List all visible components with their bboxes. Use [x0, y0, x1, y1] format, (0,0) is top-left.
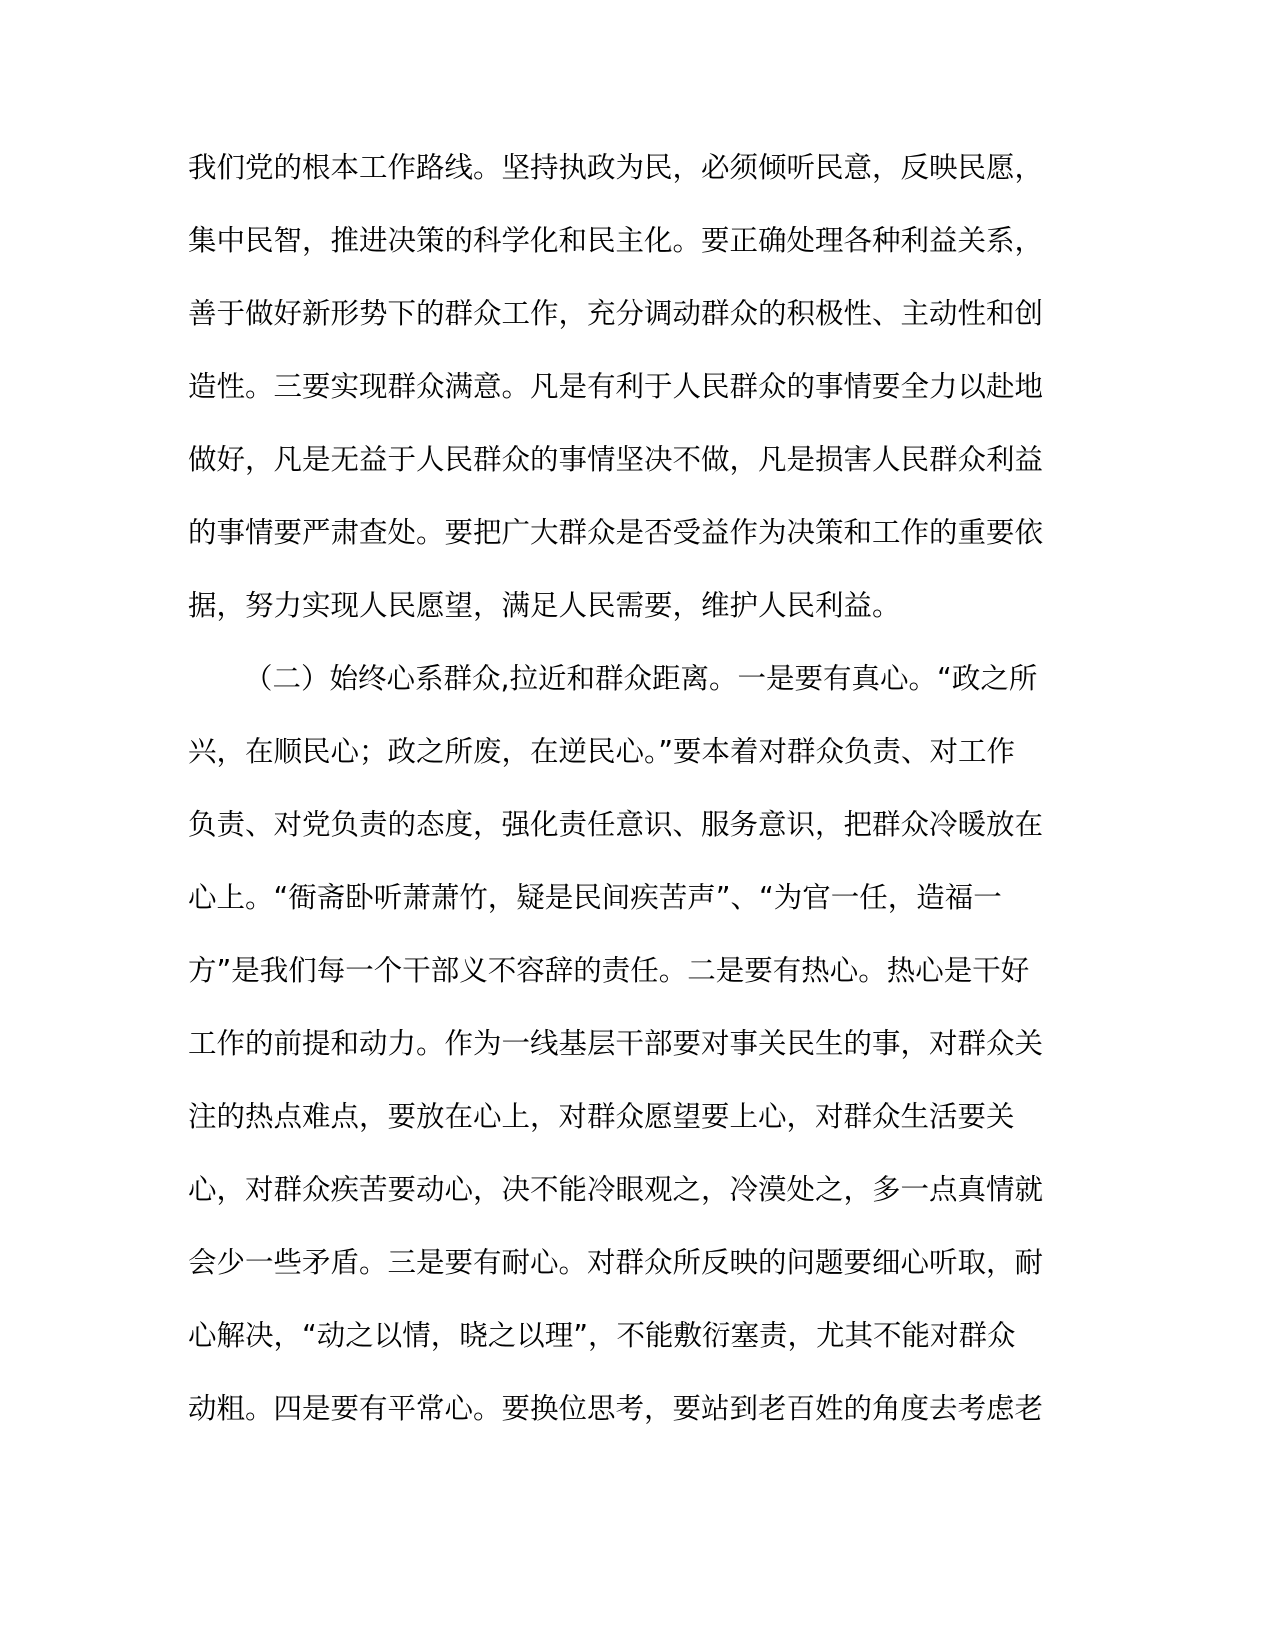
text-line: 心上。“衙斋卧听萧萧竹，疑是民间疾苦声”、“为官一任，造福一: [188, 881, 1002, 914]
section-heading-line: （二）始终心系群众,拉近和群众距离。一是要有真心。“政之所: [244, 662, 1038, 695]
text-line: 我们党的根本工作路线。坚持执政为民，必须倾听民意，反映民愿，: [188, 151, 1044, 184]
text-line: 的事情要严肃查处。要把广大群众是否受益作为决策和工作的重要依: [188, 516, 1044, 549]
text-line: 集中民智，推进决策的科学化和民主化。要正确处理各种利益关系，: [188, 224, 1044, 257]
text-line: 据，努力实现人民愿望，满足人民需要，维护人民利益。: [188, 589, 901, 622]
text-line: 心，对群众疾苦要动心，决不能冷眼观之，冷漠处之，多一点真情就: [188, 1173, 1044, 1206]
text-line: 兴，在顺民心；政之所废，在逆民心。”要本着对群众负责、对工作: [188, 735, 1016, 768]
text-line: 会少一些矛盾。三是要有耐心。对群众所反映的问题要细心听取，耐: [188, 1246, 1044, 1279]
text-line: 方”是我们每一个干部义不容辞的责任。二是要有热心。热心是干好: [188, 954, 1030, 987]
text-line: 负责、对党负责的态度，强化责任意识、服务意识，把群众冷暖放在: [188, 808, 1044, 841]
text-line: 造性。三要实现群众满意。凡是有利于人民群众的事情要全力以赴地: [188, 370, 1044, 403]
text-line: 做好，凡是无益于人民群众的事情坚决不做，凡是损害人民群众利益: [188, 443, 1044, 476]
text-line: 注的热点难点，要放在心上，对群众愿望要上心，对群众生活要关: [188, 1100, 1015, 1133]
text-line: 动粗。四是要有平常心。要换位思考，要站到老百姓的角度去考虑老: [188, 1392, 1044, 1425]
text-line: 心解决，“动之以情，晓之以理”，不能敷衍塞责，尤其不能对群众: [188, 1319, 1016, 1352]
text-line: 善于做好新形势下的群众工作，充分调动群众的积极性、主动性和创: [188, 297, 1044, 330]
text-line: 工作的前提和动力。作为一线基层干部要对事关民生的事，对群众关: [188, 1027, 1044, 1060]
